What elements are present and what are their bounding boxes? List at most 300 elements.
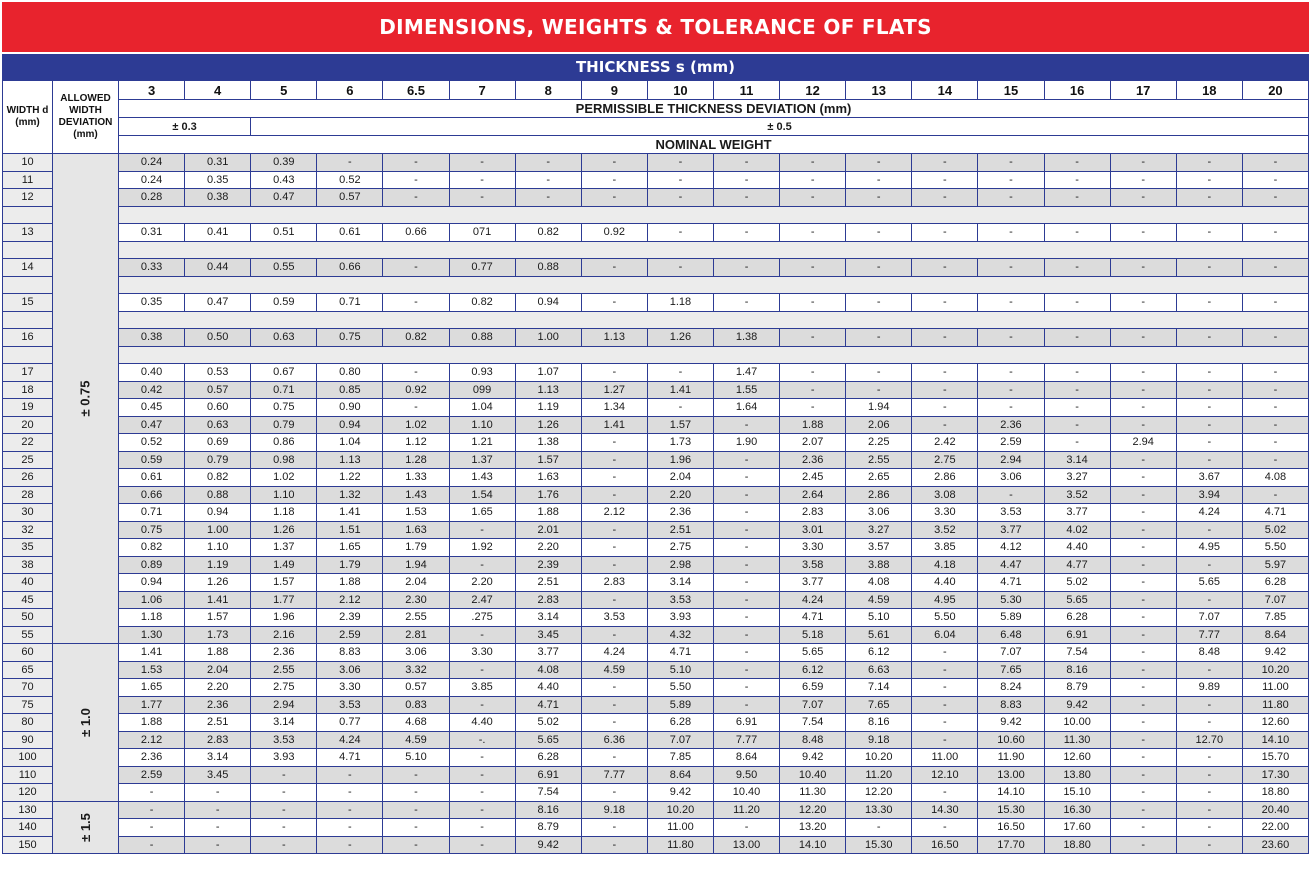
weight-cell: 13.20: [780, 819, 846, 837]
weight-cell: 0.40: [119, 364, 185, 382]
weight-cell: 1.41: [647, 381, 713, 399]
weight-cell: -: [251, 766, 317, 784]
weight-cell: 1.88: [515, 504, 581, 522]
weight-cell: -: [1110, 504, 1176, 522]
weight-cell: 3.58: [780, 556, 846, 574]
weight-cell: -: [846, 189, 912, 207]
weight-cell: 6.04: [912, 626, 978, 644]
weight-cell: -: [1110, 521, 1176, 539]
weight-cell: 4.08: [846, 574, 912, 592]
weight-cell: 2.36: [185, 696, 251, 714]
weight-cell: 2.01: [515, 521, 581, 539]
weight-cell: 1.26: [185, 574, 251, 592]
weight-cell: -: [978, 189, 1044, 207]
weight-cell: -: [1242, 399, 1308, 417]
weight-cell: 0.82: [119, 539, 185, 557]
width-cell: 55: [3, 626, 53, 644]
weight-cell: 22.00: [1242, 819, 1308, 837]
weight-cell: 4.71: [317, 749, 383, 767]
table-row: [3, 731, 1309, 749]
weight-cell: -: [1044, 224, 1110, 242]
weight-cell: 9.89: [1176, 679, 1242, 697]
weight-cell: 1.26: [251, 521, 317, 539]
weight-cell: 1.88: [185, 644, 251, 662]
weight-cell: 7.65: [978, 661, 1044, 679]
weight-cell: -: [713, 259, 779, 277]
weight-cell: -: [1242, 416, 1308, 434]
thickness-col-7: 7: [449, 81, 515, 100]
weight-cell: 4.71: [647, 644, 713, 662]
weight-cell: 1.73: [647, 434, 713, 452]
weight-cell: -: [1110, 171, 1176, 189]
weight-cell: -: [581, 451, 647, 469]
weight-cell: -: [317, 784, 383, 802]
weight-cell: -: [1110, 644, 1176, 662]
weight-cell: -: [251, 801, 317, 819]
weight-cell: 7.07: [1176, 609, 1242, 627]
weight-cell: 9.42: [647, 784, 713, 802]
weight-cell: -: [581, 521, 647, 539]
weight-cell: 11.30: [1044, 731, 1110, 749]
weight-cell: -: [1176, 171, 1242, 189]
weight-cell: 0.33: [119, 259, 185, 277]
weight-cell: 16.30: [1044, 801, 1110, 819]
weight-cell: -: [1242, 294, 1308, 312]
weight-cell: 1.43: [383, 486, 449, 504]
weight-cell: 0.61: [317, 224, 383, 242]
weight-cell: 12.70: [1176, 731, 1242, 749]
table-row: [3, 836, 1309, 854]
weight-cell: -: [581, 556, 647, 574]
weight-cell: 3.77: [1044, 504, 1110, 522]
weight-cell: -: [780, 224, 846, 242]
weight-cell: 6.91: [713, 714, 779, 732]
weight-cell: -: [119, 819, 185, 837]
weight-cell: 4.59: [383, 731, 449, 749]
weight-cell: 3.53: [647, 591, 713, 609]
weight-cell: 9.18: [581, 801, 647, 819]
weight-cell: 3.77: [780, 574, 846, 592]
width-cell: 22: [3, 434, 53, 452]
weight-cell: -: [1110, 364, 1176, 382]
weight-cell: -: [1176, 766, 1242, 784]
weight-cell: 11.80: [647, 836, 713, 854]
weight-cell: 14.10: [978, 784, 1044, 802]
weight-cell: -: [1176, 329, 1242, 347]
spacer-row: [3, 276, 1309, 294]
weight-cell: -: [449, 661, 515, 679]
weight-cell: 17.30: [1242, 766, 1308, 784]
weight-cell: 2.36: [251, 644, 317, 662]
weight-cell: -: [1110, 486, 1176, 504]
weight-cell: -: [647, 189, 713, 207]
weight-cell: 3.77: [978, 521, 1044, 539]
weight-cell: -: [1044, 329, 1110, 347]
weight-cell: -: [581, 819, 647, 837]
weight-cell: 3.30: [317, 679, 383, 697]
width-cell: 17: [3, 364, 53, 382]
weight-cell: 1.65: [119, 679, 185, 697]
width-cell: 13: [3, 224, 53, 242]
thickness-col-10: 10: [647, 81, 713, 100]
weight-cell: 20.40: [1242, 801, 1308, 819]
weight-cell: -: [713, 696, 779, 714]
weight-cell: -: [713, 679, 779, 697]
weight-cell: -: [1242, 434, 1308, 452]
weight-cell: 1.32: [317, 486, 383, 504]
weight-cell: -: [1110, 329, 1176, 347]
weight-cell: 13.00: [978, 766, 1044, 784]
allowed-deviation-group: [53, 644, 119, 802]
width-cell: 25: [3, 451, 53, 469]
weight-cell: -: [185, 784, 251, 802]
weight-cell: -: [1110, 626, 1176, 644]
weight-cell: 14.30: [912, 801, 978, 819]
weight-cell: 5.97: [1242, 556, 1308, 574]
weight-cell: -: [713, 556, 779, 574]
width-cell: 65: [3, 661, 53, 679]
weight-cell: 1.88: [780, 416, 846, 434]
weight-cell: -: [581, 486, 647, 504]
table-row: [3, 486, 1309, 504]
weight-cell: -: [1176, 714, 1242, 732]
weight-cell: -: [1110, 836, 1176, 854]
weight-cell: 4.32: [647, 626, 713, 644]
weight-cell: 8.79: [1044, 679, 1110, 697]
thickness-col-6.5: 6.5: [383, 81, 449, 100]
weight-cell: 8.48: [780, 731, 846, 749]
table-row: [3, 749, 1309, 767]
allowed-deviation-group: [53, 154, 119, 644]
weight-cell: 2.12: [119, 731, 185, 749]
weight-cell: 9.42: [515, 836, 581, 854]
allowed-width-header: ALLOWED WIDTH DEVIATION (mm): [53, 81, 119, 154]
weight-cell: 8.24: [978, 679, 1044, 697]
weight-cell: 15.30: [846, 836, 912, 854]
weight-cell: -: [119, 784, 185, 802]
weight-cell: -: [1110, 609, 1176, 627]
weight-cell: 10.40: [780, 766, 846, 784]
weight-cell: 8.83: [978, 696, 1044, 714]
weight-cell: 0.52: [119, 434, 185, 452]
thickness-col-20: 20: [1242, 81, 1308, 100]
weight-cell: 6.48: [978, 626, 1044, 644]
weight-cell: 2.12: [317, 591, 383, 609]
weight-cell: -: [185, 836, 251, 854]
weight-cell: 3.27: [846, 521, 912, 539]
weight-cell: 18.80: [1044, 836, 1110, 854]
weight-cell: 8.16: [515, 801, 581, 819]
weight-cell: 7.77: [581, 766, 647, 784]
weight-cell: -: [1110, 381, 1176, 399]
weight-cell: -: [383, 784, 449, 802]
weight-cell: -: [1110, 539, 1176, 557]
weight-cell: 1.92: [449, 539, 515, 557]
width-cell: 40: [3, 574, 53, 592]
width-cell: 45: [3, 591, 53, 609]
weight-cell: 15.10: [1044, 784, 1110, 802]
spacer-row: [3, 241, 1309, 259]
width-cell: 100: [3, 749, 53, 767]
weight-cell: 3.08: [912, 486, 978, 504]
weight-cell: 3.52: [912, 521, 978, 539]
weight-cell: -: [581, 469, 647, 487]
weight-cell: -: [1242, 381, 1308, 399]
allowed-deviation-label: ± 0.75: [78, 380, 93, 417]
weight-cell: 9.50: [713, 766, 779, 784]
weight-cell: 1.02: [251, 469, 317, 487]
weight-cell: 5.89: [978, 609, 1044, 627]
weight-cell: 5.65: [515, 731, 581, 749]
weight-cell: 1.90: [713, 434, 779, 452]
weight-cell: 1.63: [515, 469, 581, 487]
weight-cell: 0.38: [185, 189, 251, 207]
weight-cell: 16.50: [912, 836, 978, 854]
width-cell: 30: [3, 504, 53, 522]
weight-cell: -: [1110, 556, 1176, 574]
weight-cell: 2.59: [317, 626, 383, 644]
allowed-deviation-label: ± 1.5: [77, 812, 93, 842]
weight-cell: 6.91: [1044, 626, 1110, 644]
weight-cell: 0.39: [251, 154, 317, 172]
weight-cell: 0.88: [515, 259, 581, 277]
weight-cell: 1.53: [119, 661, 185, 679]
weight-cell: 2.55: [846, 451, 912, 469]
weight-cell: 3.06: [846, 504, 912, 522]
weight-cell: -: [912, 171, 978, 189]
weight-cell: -: [185, 801, 251, 819]
weight-cell: 9.42: [978, 714, 1044, 732]
weight-cell: 4.18: [912, 556, 978, 574]
thickness-col-18: 18: [1176, 81, 1242, 100]
weight-cell: -: [978, 154, 1044, 172]
weight-cell: -: [449, 784, 515, 802]
weight-cell: 3.45: [185, 766, 251, 784]
weight-cell: -: [1110, 591, 1176, 609]
weight-cell: 0.61: [119, 469, 185, 487]
weight-cell: 3.01: [780, 521, 846, 539]
weight-cell: 11.00: [1242, 679, 1308, 697]
weight-cell: 17.60: [1044, 819, 1110, 837]
thickness-col-11: 11: [713, 81, 779, 100]
permissible-deviation-header: PERMISSIBLE THICKNESS DEVIATION (mm): [119, 100, 1309, 118]
weight-cell: -: [1044, 171, 1110, 189]
weight-cell: 2.12: [581, 504, 647, 522]
weight-cell: 0.94: [515, 294, 581, 312]
weight-cell: -: [912, 784, 978, 802]
weight-cell: 0.71: [119, 504, 185, 522]
weight-cell: -: [1044, 364, 1110, 382]
weight-cell: 1.26: [647, 329, 713, 347]
weight-cell: 15.30: [978, 801, 1044, 819]
weight-cell: 14.10: [1242, 731, 1308, 749]
weight-cell: 0.47: [251, 189, 317, 207]
weight-cell: -: [1110, 294, 1176, 312]
weight-cell: -: [780, 364, 846, 382]
weight-cell: 0.43: [251, 171, 317, 189]
weight-cell: 2.83: [581, 574, 647, 592]
weight-cell: 11.20: [846, 766, 912, 784]
weight-cell: 3.30: [912, 504, 978, 522]
width-cell: 16: [3, 329, 53, 347]
weight-cell: -: [1176, 591, 1242, 609]
weight-cell: 2.55: [383, 609, 449, 627]
thickness-col-16: 16: [1044, 81, 1110, 100]
weight-cell: -: [1110, 679, 1176, 697]
weight-cell: -: [449, 154, 515, 172]
weight-cell: 4.71: [780, 609, 846, 627]
table-row: [3, 784, 1309, 802]
tolerance-a: ± 0.3: [119, 118, 251, 136]
weight-cell: -: [449, 189, 515, 207]
weight-cell: -: [846, 381, 912, 399]
weight-cell: -: [713, 224, 779, 242]
weight-cell: -: [1110, 731, 1176, 749]
weight-cell: -: [713, 469, 779, 487]
weight-cell: 3.88: [846, 556, 912, 574]
width-header: WIDTH d (mm): [3, 81, 53, 154]
weight-cell: -: [1110, 714, 1176, 732]
weight-cell: -: [978, 364, 1044, 382]
table-row: [3, 801, 1309, 819]
weight-cell: 2.45: [780, 469, 846, 487]
weight-cell: -: [1110, 189, 1176, 207]
weight-cell: 0.88: [185, 486, 251, 504]
weight-cell: 0.52: [317, 171, 383, 189]
weight-cell: -: [1176, 294, 1242, 312]
weight-cell: -: [383, 766, 449, 784]
weight-cell: -: [713, 451, 779, 469]
table-row: [3, 696, 1309, 714]
weight-cell: -: [647, 399, 713, 417]
weight-cell: -: [581, 434, 647, 452]
weight-cell: 0.82: [185, 469, 251, 487]
weight-cell: 7.77: [713, 731, 779, 749]
table-row: [3, 294, 1309, 312]
weight-cell: 4.71: [1242, 504, 1308, 522]
weight-cell: 4.24: [317, 731, 383, 749]
weight-cell: 5.50: [647, 679, 713, 697]
weight-cell: 9.42: [1044, 696, 1110, 714]
weight-cell: -: [912, 661, 978, 679]
weight-cell: -: [1242, 364, 1308, 382]
table-row: [3, 171, 1309, 189]
weight-cell: 12.20: [846, 784, 912, 802]
allowed-deviation-group: [53, 801, 119, 854]
weight-cell: 2.51: [185, 714, 251, 732]
weight-cell: -: [912, 294, 978, 312]
weight-cell: -: [383, 801, 449, 819]
weight-cell: 2.36: [978, 416, 1044, 434]
weight-cell: 18.80: [1242, 784, 1308, 802]
weight-cell: 1.88: [317, 574, 383, 592]
weight-cell: -: [1176, 784, 1242, 802]
weight-cell: -: [978, 486, 1044, 504]
table-row: [3, 644, 1309, 662]
weight-cell: 3.53: [581, 609, 647, 627]
weight-cell: 8.16: [846, 714, 912, 732]
weight-cell: 2.06: [846, 416, 912, 434]
weight-cell: 5.02: [1242, 521, 1308, 539]
weight-cell: 11.80: [1242, 696, 1308, 714]
weight-cell: -: [1176, 819, 1242, 837]
tolerance-b: ± 0.5: [251, 118, 1309, 136]
weight-cell: 3.14: [515, 609, 581, 627]
weight-cell: 12.60: [1044, 749, 1110, 767]
weight-cell: 3.85: [912, 539, 978, 557]
weight-cell: 3.94: [1176, 486, 1242, 504]
weight-cell: 2.86: [846, 486, 912, 504]
weight-cell: 1.57: [185, 609, 251, 627]
weight-cell: 3.30: [449, 644, 515, 662]
weight-cell: -: [1110, 696, 1176, 714]
weight-cell: 7.54: [515, 784, 581, 802]
thickness-col-15: 15: [978, 81, 1044, 100]
table-row: [3, 434, 1309, 452]
weight-cell: 1.76: [515, 486, 581, 504]
weight-cell: 3.45: [515, 626, 581, 644]
allowed-deviation-label: ± 1.0: [77, 707, 93, 737]
weight-cell: 7.14: [846, 679, 912, 697]
table-row: [3, 714, 1309, 732]
weight-cell: 12.10: [912, 766, 978, 784]
weight-cell: -: [581, 539, 647, 557]
weight-cell: -: [581, 836, 647, 854]
weight-cell: 1.63: [383, 521, 449, 539]
weight-cell: 3.93: [251, 749, 317, 767]
table-row: [3, 679, 1309, 697]
weight-cell: -: [581, 189, 647, 207]
weight-cell: -: [647, 171, 713, 189]
weight-cell: -: [912, 714, 978, 732]
weight-cell: 10.00: [1044, 714, 1110, 732]
width-cell: 60: [3, 644, 53, 662]
weight-cell: -: [581, 294, 647, 312]
weight-cell: -: [1110, 469, 1176, 487]
weight-cell: -: [713, 626, 779, 644]
weight-cell: -: [713, 294, 779, 312]
weight-cell: 7.07: [978, 644, 1044, 662]
weight-cell: 3.53: [317, 696, 383, 714]
weight-cell: 0.80: [317, 364, 383, 382]
weight-cell: 12.20: [780, 801, 846, 819]
weight-cell: 5.65: [1176, 574, 1242, 592]
weight-cell: 2.51: [515, 574, 581, 592]
weight-cell: -: [713, 171, 779, 189]
weight-cell: 1.41: [317, 504, 383, 522]
width-cell: 26: [3, 469, 53, 487]
spacer-row: [3, 206, 1309, 224]
weight-cell: 2.59: [119, 766, 185, 784]
weight-cell: -: [780, 399, 846, 417]
width-cell: 38: [3, 556, 53, 574]
weight-cell: 11.30: [780, 784, 846, 802]
weight-cell: 1.41: [119, 644, 185, 662]
weight-cell: 2.83: [185, 731, 251, 749]
weight-cell: -: [780, 171, 846, 189]
weight-cell: 4.77: [1044, 556, 1110, 574]
width-cell: 110: [3, 766, 53, 784]
weight-cell: 0.94: [185, 504, 251, 522]
weight-cell: 0.51: [251, 224, 317, 242]
weight-cell: -: [1044, 381, 1110, 399]
weight-cell: 1.53: [383, 504, 449, 522]
weight-cell: -: [449, 556, 515, 574]
weight-cell: 2.30: [383, 591, 449, 609]
weight-cell: 6.59: [780, 679, 846, 697]
weight-cell: -: [647, 364, 713, 382]
weight-cell: -: [1110, 416, 1176, 434]
